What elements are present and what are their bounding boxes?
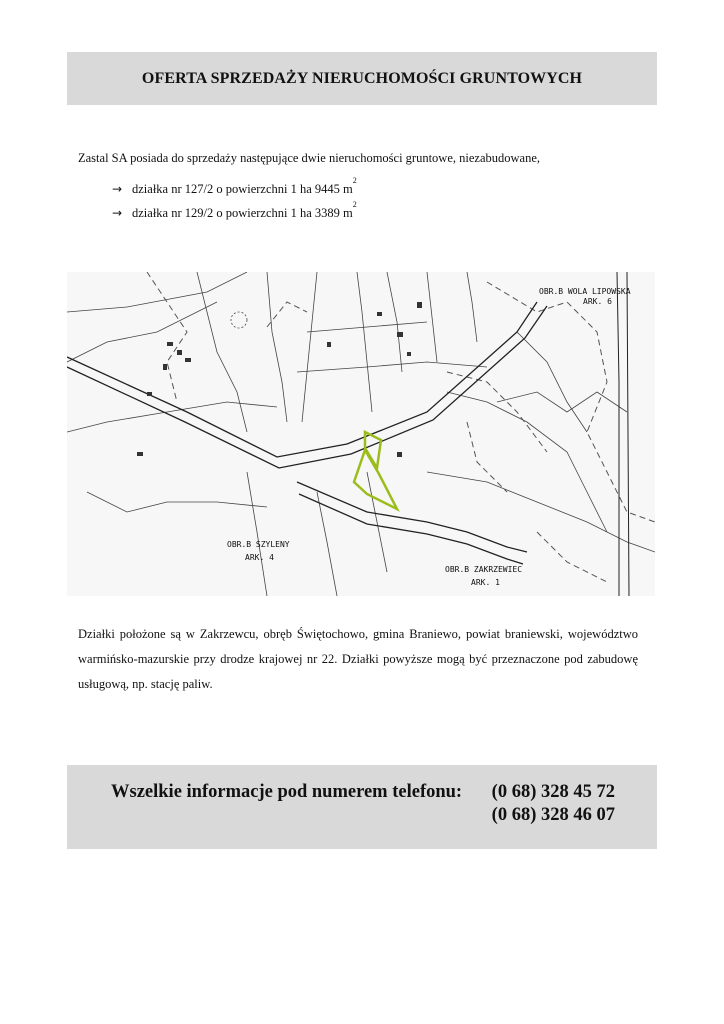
plot-text: działka nr 127/2 o powierzchni 1 ha 9445 m (132, 182, 353, 196)
unit-exponent: 2 (352, 176, 357, 185)
cadastral-map (67, 272, 655, 596)
map-label-wola: OBR.B WOLA LIPOWSKA (539, 287, 631, 296)
map-label-zakrzewiec-sheet: ARK. 1 (471, 578, 500, 587)
intro-text: Zastal SA posiada do sprzedaży następujące dwie nieruchomości gruntowe, niezabudowane, (78, 151, 540, 165)
map-drawing (67, 272, 655, 596)
map-label-wola-sheet: ARK. 6 (583, 297, 612, 306)
unit-exponent: 2 (352, 200, 357, 209)
page-title: OFERTA SPRZEDAŻY NIERUCHOMOŚCI GRUNTOWYCH (141, 69, 583, 87)
map-label-szyleny: OBR.B SZYLENY (227, 540, 290, 549)
phone-number-1[interactable]: (0 68) 328 45 72 (491, 782, 615, 802)
plot-text: działka nr 129/2 o powierzchni 1 ha 3389 m (132, 206, 353, 220)
plot-list (112, 176, 357, 229)
arrow-right-icon: → (112, 182, 123, 196)
list-item (112, 200, 357, 229)
contact-banner (67, 765, 657, 849)
phone-number-2[interactable]: (0 68) 328 46 07 (491, 805, 615, 825)
map-label-zakrzewiec: OBR.B ZAKRZEWIEC (445, 565, 523, 574)
contact-label: Wszelkie informacje pod numerem telefonu: (111, 782, 463, 802)
list-item (112, 176, 357, 205)
title-banner (67, 52, 657, 105)
arrow-right-icon: → (112, 206, 123, 220)
map-label-szyleny-sheet: ARK. 4 (245, 553, 274, 562)
description-text: Działki położone są w Zakrzewcu, obręb Świętochowo, gmina Braniewo, powiat braniewski, województwo warmińsko-mazurskie przy drodze krajowej nr 22. Działki powyższe mogą być przeznaczone pod zabudowę usługową, np. stację paliw. (78, 627, 638, 691)
